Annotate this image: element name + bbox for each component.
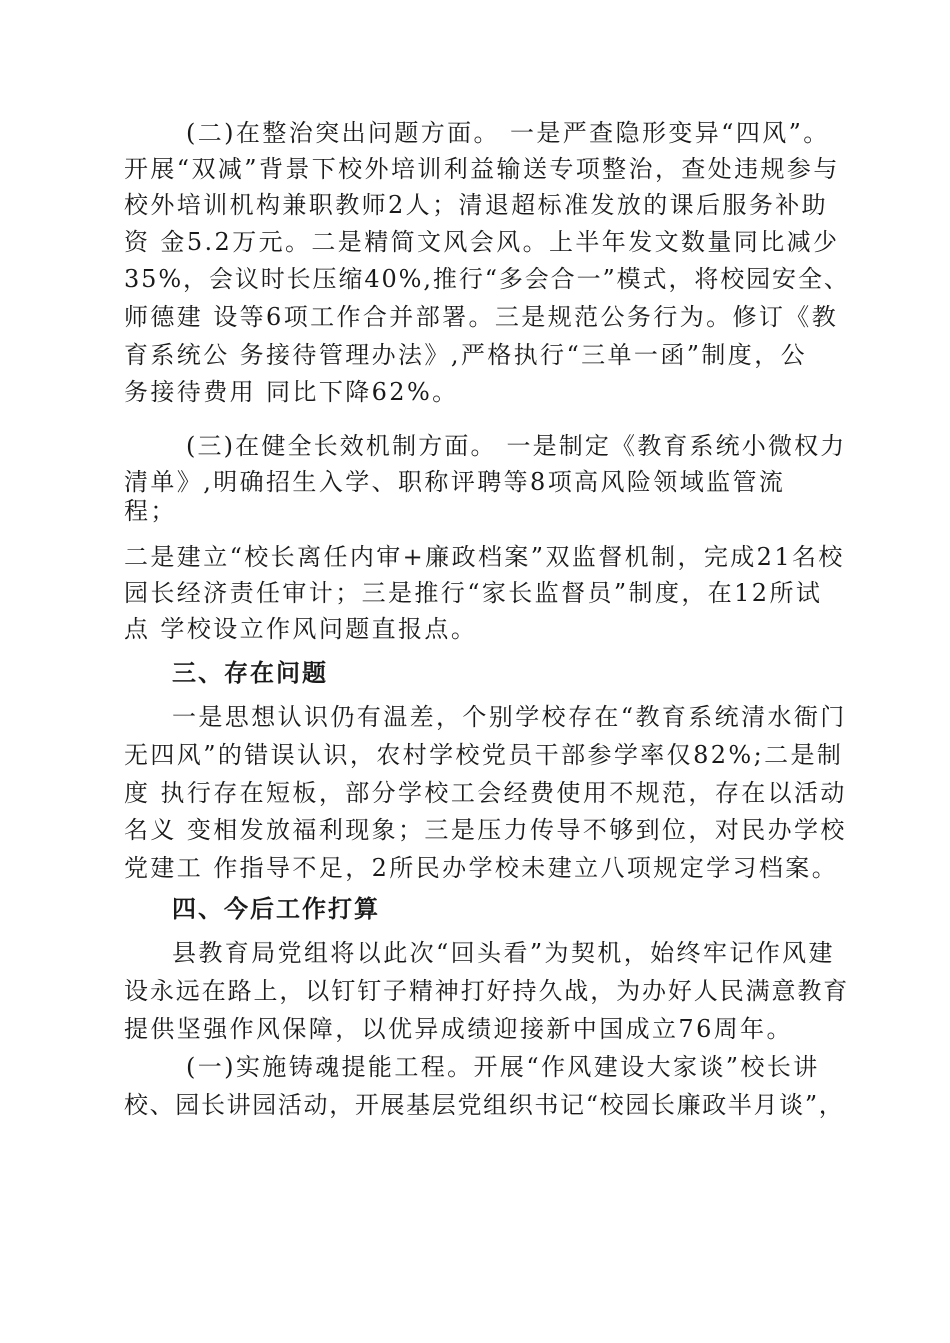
section3-line-4: 二是建立“校长离任内审+廉政档案”双监督机制，完成21名校: [124, 543, 845, 571]
problems-line-2: 无四风”的错误认识，农村学校党员干部参学率仅82%;二是制: [124, 741, 844, 769]
section3-line-6: 点 学校设立作风问题直报点。: [124, 615, 478, 643]
section3-line-5: 园长经济责任审计；三是推行“家长监督员”制度，在12所试: [124, 579, 823, 607]
problems-line-5: 党建工 作指导不足，2所民办学校未建立八项规定学习档案。: [124, 854, 839, 882]
problems-line-3: 度 执行存在短板，部分学校工会经费使用不规范，存在以活动: [124, 779, 847, 807]
section2-line-6: 师德建 设等6项工作合并部署。三是规范公务行为。修订《教: [124, 303, 839, 331]
section2-line-4: 资 金5.2万元。二是精简文风会风。上半年发文数量同比减少: [124, 228, 840, 256]
plans-line-4: (一)实施铸魂提能工程。开展“作风建设大家谈”校长讲: [186, 1053, 820, 1081]
section2-line-1: (二)在整治突出问题方面。 一是严查隐形变异“四风”。: [186, 119, 830, 147]
section3-line-3: 程；: [124, 497, 177, 525]
section3-line-1: (三)在健全长效机制方面。 一是制定《教育系统小微权力: [186, 432, 847, 460]
heading-problems: 三、存在问题: [172, 659, 328, 687]
problems-line-4: 名义 变相发放福利现象；三是压力传导不够到位，对民办学校: [124, 816, 847, 844]
plans-line-3: 提供坚强作风保障，以优异成绩迎接新中国成立76周年。: [124, 1015, 793, 1043]
section2-line-7: 育系统公 务接待管理办法》,严格执行“三单一函”制度，公: [124, 341, 807, 369]
section2-line-8: 务接待费用 同比下降62%。: [124, 378, 459, 406]
section2-line-2: 开展“双减”背景下校外培训利益输送专项整治，查处违规参与: [124, 155, 840, 183]
section2-line-3: 校外培训机构兼职教师2人；清退超标准发放的课后服务补助: [124, 191, 829, 219]
section2-line-5: 35%，会议时长压缩40%,推行“多会合一”模式，将校园安全、: [124, 265, 850, 293]
section3-line-2: 清单》,明确招生入学、职称评聘等8项高风险领域监管流: [124, 468, 786, 496]
plans-line-1: 县教育局党组将以此次“回头看”为契机，始终牢记作风建: [172, 939, 835, 967]
plans-line-5: 校、园长讲园活动，开展基层党组织书记“校园长廉政半月谈”，: [124, 1091, 845, 1119]
plans-line-2: 设永远在路上，以钉钉子精神打好持久战，为办好人民满意教育: [124, 977, 850, 1005]
problems-line-1: 一是思想认识仍有温差，个别学校存在“教育系统清水衙门: [172, 703, 847, 731]
heading-plans: 四、今后工作打算: [172, 895, 380, 923]
